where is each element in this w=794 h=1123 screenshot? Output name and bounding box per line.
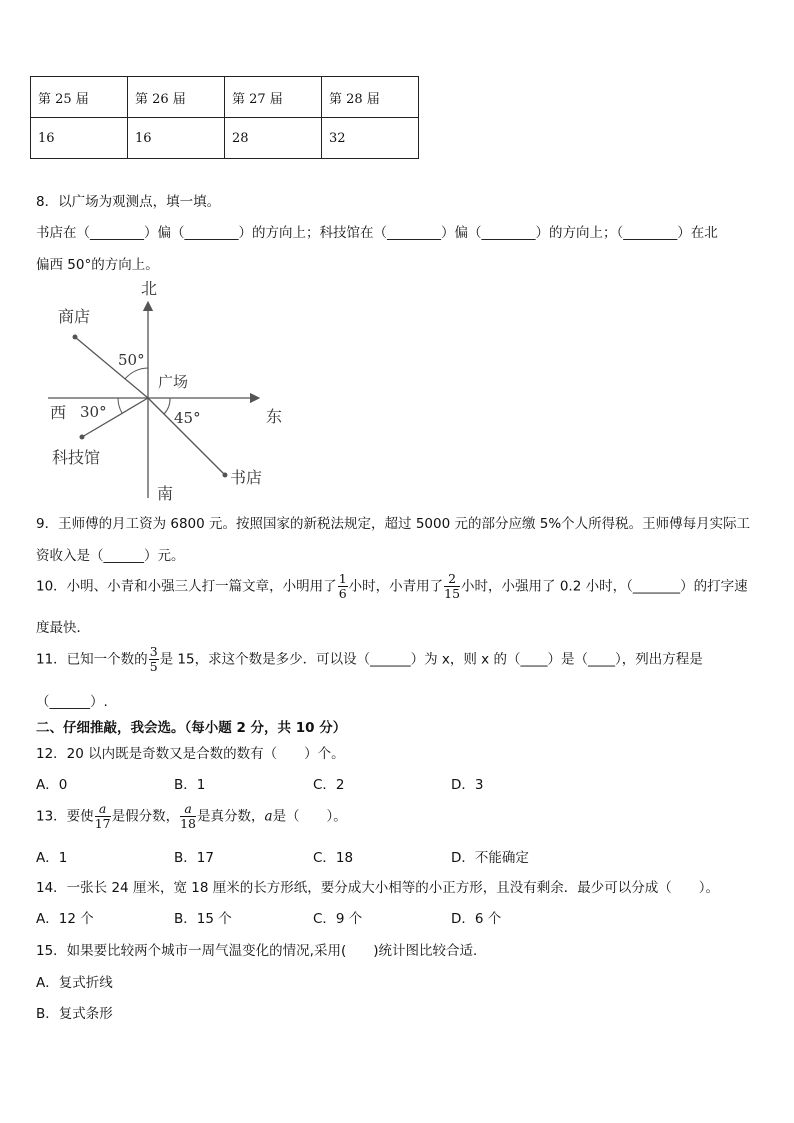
- q14-option-a[interactable]: A．12 个: [36, 911, 94, 927]
- q13-part2: 是假分数，: [111, 808, 180, 825]
- fraction-numerator: 3: [149, 644, 158, 659]
- q12-option-a[interactable]: A．0: [36, 777, 68, 793]
- angle-arc-book: [164, 398, 170, 414]
- fraction-numerator: 2: [444, 572, 460, 587]
- label-south: 南: [157, 484, 174, 503]
- label-west: 西: [50, 403, 67, 422]
- q15-text: 15．如果要比较两个城市一周气温变化的情况,采用( )统计图比较合适．: [36, 943, 487, 959]
- angle-arc-tech: [118, 398, 122, 413]
- label-center: 广场: [158, 373, 189, 391]
- q14-option-b[interactable]: B．15 个: [174, 911, 232, 927]
- table-row: [31, 118, 419, 159]
- table-cell: 28: [225, 118, 322, 159]
- table-header-cell: 第 25 届: [31, 77, 128, 118]
- fraction-a-18: [180, 802, 196, 831]
- q11-line2: （______）.: [36, 694, 108, 710]
- direction-diagram: [40, 276, 300, 506]
- q13-option-d[interactable]: D．不能确定: [451, 850, 529, 866]
- q10-part2: 小时，小青用了: [348, 578, 444, 595]
- q11-line1: [36, 645, 703, 674]
- q13-var: a: [264, 808, 273, 825]
- label-tech: 科技馆: [52, 448, 101, 467]
- q11-part2: 是 15，求这个数是多少．可以设（______）为 x，则 x 的（____）是（____），列出方程是: [159, 651, 703, 668]
- q8-line1: 书店在（________）偏（________）的方向上；科技馆在（________）偏（________）的方向上；（________）在北: [36, 225, 718, 241]
- q13-option-c[interactable]: C．18: [313, 850, 354, 866]
- fraction-numerator: a: [95, 802, 111, 817]
- q9-line1: 9．王师傅的月工资为 6800 元。按照国家的新税法规定，超过 5000 元的部分应缴 5%个人所得税。王师傅每月实际工: [36, 516, 751, 532]
- label-north: 北: [141, 279, 158, 298]
- table-cell: 32: [322, 118, 419, 159]
- tech-point: [80, 435, 85, 440]
- q12-option-b[interactable]: B．1: [174, 777, 206, 793]
- angle-label-book: 45°: [174, 409, 201, 427]
- q8-line2: 偏西 50°的方向上。: [36, 257, 159, 273]
- q8-title: 8．以广场为观测点，填一填。: [36, 194, 221, 210]
- angle-arc-shop: [125, 368, 148, 379]
- angle-label-shop: 50°: [118, 351, 145, 369]
- q10-line2: 度最快．: [36, 620, 90, 636]
- section-heading: 二、仔细推敲，我会选。（每小题 2 分，共 10 分）: [36, 720, 347, 736]
- q12-option-c[interactable]: C．2: [313, 777, 345, 793]
- book-point: [223, 473, 228, 478]
- q12-text: 12．20 以内既是奇数又是合数的数有（ ）个。: [36, 746, 345, 762]
- q13-option-a[interactable]: A．1: [36, 850, 68, 866]
- fraction-numerator: a: [180, 802, 196, 817]
- q14-option-c[interactable]: C．9 个: [313, 911, 363, 927]
- table-header-row: [31, 77, 419, 118]
- label-shop: 商店: [58, 307, 91, 326]
- fraction-a-17: [95, 802, 111, 831]
- fraction-3-5: [149, 645, 159, 674]
- table-header-cell: 第 28 届: [322, 77, 419, 118]
- q13-part3: 是真分数，: [197, 808, 265, 825]
- q13-part1: 13．要使: [36, 808, 94, 825]
- q14-text: 14．一张长 24 厘米，宽 18 厘米的长方形纸，要分成大小相等的小正方形，且没有剩余．最少可以分成（ ）。: [36, 880, 719, 896]
- table-header-cell: 第 27 届: [225, 77, 322, 118]
- fraction-denominator: 5: [149, 659, 158, 674]
- label-book: 书店: [230, 468, 263, 487]
- year-table: [30, 76, 419, 159]
- fraction-denominator: 17: [94, 816, 111, 831]
- shop-point: [73, 335, 78, 340]
- fraction-2-15: [444, 572, 460, 601]
- fraction-numerator: 1: [338, 571, 347, 586]
- table-cell: 16: [31, 118, 128, 159]
- q11-part1: 11．已知一个数的: [36, 651, 148, 668]
- fraction-denominator: 18: [180, 816, 196, 831]
- q14-option-d[interactable]: D．6 个: [451, 911, 502, 927]
- q10-line1: [36, 572, 748, 601]
- q10-part3: 小时，小强用了 0.2 小时，（_______）的打字速: [461, 578, 748, 595]
- fraction-1-6: [338, 572, 348, 601]
- q13-option-b[interactable]: B．17: [174, 850, 214, 866]
- fraction-denominator: 15: [444, 586, 461, 601]
- q13-line: [36, 802, 347, 831]
- q13-part4: 是（ ）。: [272, 808, 347, 825]
- q9-line2: 资收入是（______）元。: [36, 548, 185, 564]
- q15-option-b[interactable]: B．复式条形: [36, 1006, 113, 1022]
- fraction-denominator: 6: [338, 586, 347, 601]
- table-header-cell: 第 26 届: [128, 77, 225, 118]
- label-east: 东: [266, 407, 283, 426]
- angle-label-tech: 30°: [80, 403, 107, 421]
- q15-option-a[interactable]: A．复式折线: [36, 975, 113, 991]
- table-cell: 16: [128, 118, 225, 159]
- q10-part1: 10．小明、小青和小强三人打一篇文章，小明用了: [36, 578, 337, 595]
- q12-option-d[interactable]: D．3: [451, 777, 484, 793]
